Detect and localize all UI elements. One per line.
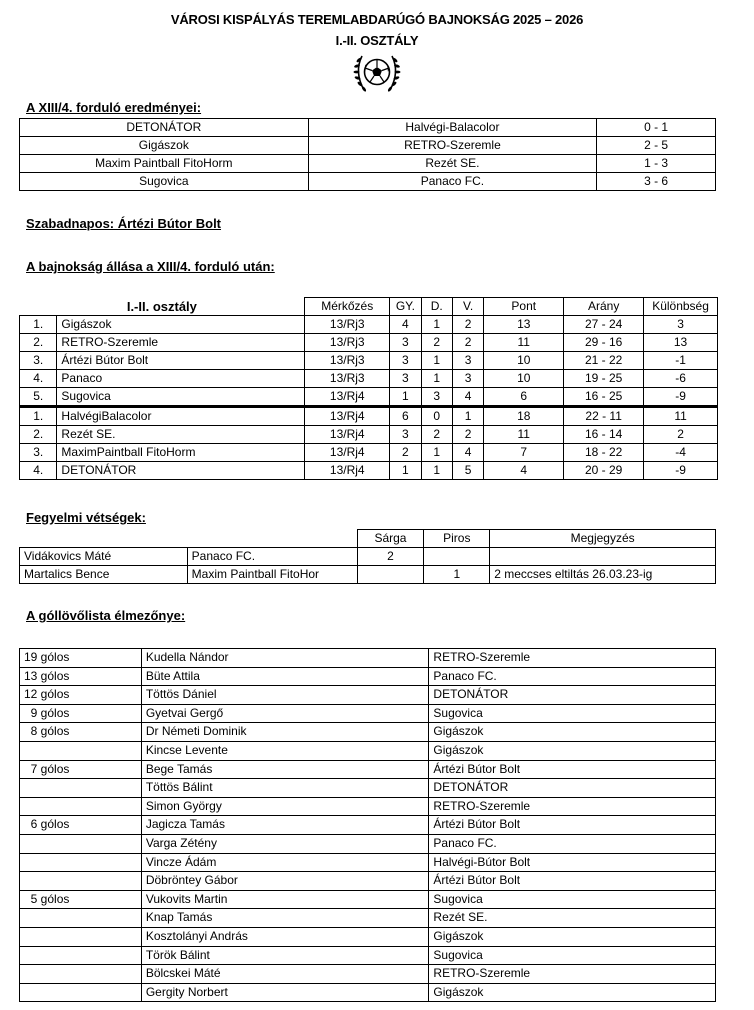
team-name: Ártézi Bútor Bolt <box>429 872 716 891</box>
draws: 1 <box>421 316 452 334</box>
matches-played: 13/Rj3 <box>305 352 390 370</box>
position: 3. <box>20 444 57 462</box>
col-ratio: Arány <box>564 298 644 316</box>
team-name: DETONÁTOR <box>429 779 716 798</box>
player-name: Bege Tamás <box>141 760 429 779</box>
team-name: Rezét SE. <box>57 426 305 444</box>
scorers-heading: A góllövőlista élmezőnye: <box>26 608 186 623</box>
team-name: Gigászok <box>429 927 716 946</box>
goal-difference: 3 <box>644 316 718 334</box>
matches-played: 13/Rj3 <box>305 370 390 388</box>
team-name: Gigászok <box>57 316 305 334</box>
player-name: Jagicza Tamás <box>141 816 429 835</box>
goal-difference: 2 <box>644 426 718 444</box>
col-losses: V. <box>452 298 483 316</box>
match-score: 2 - 5 <box>597 137 716 155</box>
player-name: Knap Tamás <box>141 909 429 928</box>
player-name: Döbröntey Gábor <box>141 872 429 891</box>
matches-played: 13/Rj4 <box>305 444 390 462</box>
team-name: Panaco FC. <box>429 834 716 853</box>
points: 6 <box>484 388 564 407</box>
wins: 3 <box>390 352 421 370</box>
position: 2. <box>20 334 57 352</box>
scorer-row <box>20 686 716 705</box>
losses: 3 <box>452 352 483 370</box>
draws: 1 <box>421 352 452 370</box>
team-name: Ártézi Bútor Bolt <box>429 816 716 835</box>
position: 4. <box>20 462 57 480</box>
result-row <box>20 173 716 191</box>
result-row <box>20 155 716 173</box>
red-cards: 1 <box>424 566 490 584</box>
matches-played: 13/Rj4 <box>305 388 390 407</box>
draws: 3 <box>421 388 452 407</box>
matches-played: 13/Rj3 <box>305 334 390 352</box>
goal-ratio: 21 - 22 <box>564 352 644 370</box>
player-name: Török Bálint <box>141 946 429 965</box>
team-name: RETRO-Szeremle <box>429 797 716 816</box>
standings-row <box>20 444 718 462</box>
scorer-row <box>20 834 716 853</box>
points: 7 <box>484 444 564 462</box>
team-name: RETRO-Szeremle <box>429 965 716 984</box>
position: 2. <box>20 426 57 444</box>
position: 1. <box>20 316 57 334</box>
discipline-header-row <box>20 530 716 548</box>
results-table <box>19 118 716 191</box>
team-name: Sugovica <box>57 388 305 407</box>
standings-row <box>20 426 718 444</box>
goal-ratio: 20 - 29 <box>564 462 644 480</box>
goal-ratio: 19 - 25 <box>564 370 644 388</box>
discipline-table <box>19 529 716 584</box>
standings-row <box>20 370 718 388</box>
draws: 1 <box>421 462 452 480</box>
discipline-heading: Fegyelmi vétségek: <box>26 510 146 525</box>
goal-count: 8 gólos <box>20 723 142 742</box>
player-name: Martalics Bence <box>20 566 188 584</box>
team-name: Panaco FC. <box>187 548 357 566</box>
team-name: DETONÁTOR <box>429 686 716 705</box>
goal-count <box>20 983 142 1002</box>
scorers-table <box>19 648 716 1002</box>
points: 18 <box>484 407 564 426</box>
standings-header-row <box>20 298 718 316</box>
goal-difference: -6 <box>644 370 718 388</box>
team-name: Panaco <box>57 370 305 388</box>
standings-row <box>20 407 718 426</box>
col-wins: GY. <box>390 298 421 316</box>
player-name: Dr Németi Dominik <box>141 723 429 742</box>
note <box>490 548 716 566</box>
scorer-row <box>20 779 716 798</box>
col-draws: D. <box>421 298 452 316</box>
col-points: Pont <box>484 298 564 316</box>
player-name: Töttös Dániel <box>141 686 429 705</box>
losses: 2 <box>452 334 483 352</box>
wins: 3 <box>390 370 421 388</box>
goal-ratio: 18 - 22 <box>564 444 644 462</box>
match-score: 1 - 3 <box>597 155 716 173</box>
player-name: Simon György <box>141 797 429 816</box>
player-name: Töttös Bálint <box>141 779 429 798</box>
scorer-row <box>20 983 716 1002</box>
standings-row <box>20 462 718 480</box>
position: 4. <box>20 370 57 388</box>
player-name: Vidákovics Máté <box>20 548 188 566</box>
goal-count <box>20 779 142 798</box>
yellow-cards: 2 <box>357 548 424 566</box>
player-name: Vincze Ádám <box>141 853 429 872</box>
col-note: Megjegyzés <box>490 530 716 548</box>
goal-difference: -4 <box>644 444 718 462</box>
player-name: Gergity Norbert <box>141 983 429 1002</box>
team-name: Rezét SE. <box>429 909 716 928</box>
goal-count <box>20 853 142 872</box>
position: 5. <box>20 388 57 407</box>
wins: 6 <box>390 407 421 426</box>
points: 10 <box>484 370 564 388</box>
goal-count <box>20 872 142 891</box>
scorer-row <box>20 890 716 909</box>
home-team: Sugovica <box>20 173 309 191</box>
col-red: Piros <box>424 530 490 548</box>
away-team: RETRO-Szeremle <box>308 137 597 155</box>
wins: 1 <box>390 388 421 407</box>
losses: 4 <box>452 444 483 462</box>
standings-row <box>20 316 718 334</box>
player-name: Kincse Levente <box>141 741 429 760</box>
draws: 2 <box>421 334 452 352</box>
goal-count: 19 gólos <box>20 649 142 668</box>
position: 1. <box>20 407 57 426</box>
goal-count: 5 gólos <box>20 890 142 909</box>
scorer-row <box>20 741 716 760</box>
points: 4 <box>484 462 564 480</box>
document-title: VÁROSI KISPÁLYÁS TEREMLABDARÚGÓ BAJNOKSÁG 2025 – 2026 <box>170 12 584 27</box>
team-name: Panaco FC. <box>429 667 716 686</box>
home-team: Gigászok <box>20 137 309 155</box>
col-matches: Mérkőzés <box>305 298 390 316</box>
team-name: Gigászok <box>429 983 716 1002</box>
matches-played: 13/Rj3 <box>305 316 390 334</box>
goal-difference: 13 <box>644 334 718 352</box>
match-score: 3 - 6 <box>597 173 716 191</box>
team-name: RETRO-Szeremle <box>429 649 716 668</box>
team-name: Sugovica <box>429 890 716 909</box>
goal-count: 13 gólos <box>20 667 142 686</box>
standings-table-title: I.-II. osztály <box>126 298 197 314</box>
matches-played: 13/Rj4 <box>305 407 390 426</box>
standings-table <box>19 297 718 480</box>
col-yellow: Sárga <box>357 530 424 548</box>
losses: 3 <box>452 370 483 388</box>
team-name: RETRO-Szeremle <box>57 334 305 352</box>
losses: 2 <box>452 426 483 444</box>
player-name: Kosztolányi András <box>141 927 429 946</box>
player-name: Vukovits Martin <box>141 890 429 909</box>
scorer-row <box>20 797 716 816</box>
goal-difference: -1 <box>644 352 718 370</box>
draws: 0 <box>421 407 452 426</box>
goal-difference: -9 <box>644 462 718 480</box>
team-name: Ártézi Bútor Bolt <box>57 352 305 370</box>
away-team: Rezét SE. <box>308 155 597 173</box>
losses: 2 <box>452 316 483 334</box>
losses: 4 <box>452 388 483 407</box>
matches-played: 13/Rj4 <box>305 426 390 444</box>
goal-difference: 11 <box>644 407 718 426</box>
standings-row <box>20 352 718 370</box>
goal-count <box>20 965 142 984</box>
match-score: 0 - 1 <box>597 119 716 137</box>
team-name: Ártézi Bútor Bolt <box>429 760 716 779</box>
results-heading: A XIII/4. forduló eredményei: <box>26 100 202 115</box>
scorer-row <box>20 667 716 686</box>
goal-count <box>20 797 142 816</box>
scorer-row <box>20 946 716 965</box>
team-name: Halvégi-Bútor Bolt <box>429 853 716 872</box>
goal-difference: -9 <box>644 388 718 407</box>
result-row <box>20 137 716 155</box>
team-name: Gigászok <box>429 741 716 760</box>
scorer-row <box>20 760 716 779</box>
goal-ratio: 16 - 14 <box>564 426 644 444</box>
team-name: HalvégiBalacolor <box>57 407 305 426</box>
position: 3. <box>20 352 57 370</box>
goal-count: 9 gólos <box>20 704 142 723</box>
points: 11 <box>484 334 564 352</box>
goal-ratio: 29 - 16 <box>564 334 644 352</box>
goal-count: 7 gólos <box>20 760 142 779</box>
result-row <box>20 119 716 137</box>
document-subtitle: I.-II. OSZTÁLY <box>335 33 419 48</box>
player-name: Varga Zétény <box>141 834 429 853</box>
matches-played: 13/Rj4 <box>305 462 390 480</box>
goal-count <box>20 834 142 853</box>
goal-count: 6 gólos <box>20 816 142 835</box>
scorer-row <box>20 853 716 872</box>
draws: 1 <box>421 444 452 462</box>
player-name: Bölcskei Máté <box>141 965 429 984</box>
team-name: MaximPaintball FitoHorm <box>57 444 305 462</box>
wins: 2 <box>390 444 421 462</box>
wins: 3 <box>390 334 421 352</box>
team-name: Maxim Paintball FitoHor <box>187 566 357 584</box>
yellow-cards <box>357 566 424 584</box>
wins: 1 <box>390 462 421 480</box>
team-name: Sugovica <box>429 704 716 723</box>
points: 11 <box>484 426 564 444</box>
goal-count <box>20 927 142 946</box>
standings-heading: A bajnokság állása a XIII/4. forduló után: <box>26 259 275 274</box>
away-team: Panaco FC. <box>308 173 597 191</box>
wins: 3 <box>390 426 421 444</box>
scorer-row <box>20 704 716 723</box>
away-team: Halvégi-Balacolor <box>308 119 597 137</box>
soccer-ball-laurel-icon <box>348 50 406 96</box>
losses: 1 <box>452 407 483 426</box>
scorer-row <box>20 927 716 946</box>
draws: 2 <box>421 426 452 444</box>
goal-count: 12 gólos <box>20 686 142 705</box>
losses: 5 <box>452 462 483 480</box>
goal-count <box>20 741 142 760</box>
scorer-row <box>20 872 716 891</box>
scorer-row <box>20 649 716 668</box>
points: 13 <box>484 316 564 334</box>
draws: 1 <box>421 370 452 388</box>
points: 10 <box>484 352 564 370</box>
standings-row <box>20 334 718 352</box>
goal-ratio: 16 - 25 <box>564 388 644 407</box>
goal-ratio: 27 - 24 <box>564 316 644 334</box>
player-name: Büte Attila <box>141 667 429 686</box>
red-cards <box>424 548 490 566</box>
player-name: Kudella Nándor <box>141 649 429 668</box>
scorer-row <box>20 723 716 742</box>
goal-ratio: 22 - 11 <box>564 407 644 426</box>
note: 2 meccses eltiltás 26.03.23-ig <box>490 566 716 584</box>
home-team: Maxim Paintball FitoHorm <box>20 155 309 173</box>
wins: 4 <box>390 316 421 334</box>
scorer-row <box>20 816 716 835</box>
col-difference: Különbség <box>644 298 718 316</box>
player-name: Gyetvai Gergő <box>141 704 429 723</box>
home-team: DETONÁTOR <box>20 119 309 137</box>
team-name: DETONÁTOR <box>57 462 305 480</box>
team-name: Sugovica <box>429 946 716 965</box>
goal-count <box>20 946 142 965</box>
discipline-row <box>20 566 716 584</box>
standings-row <box>20 388 718 407</box>
bye-team: Szabadnapos: Ártézi Bútor Bolt <box>26 216 222 231</box>
scorer-row <box>20 909 716 928</box>
discipline-row <box>20 548 716 566</box>
scorer-row <box>20 965 716 984</box>
team-name: Gigászok <box>429 723 716 742</box>
goal-count <box>20 909 142 928</box>
